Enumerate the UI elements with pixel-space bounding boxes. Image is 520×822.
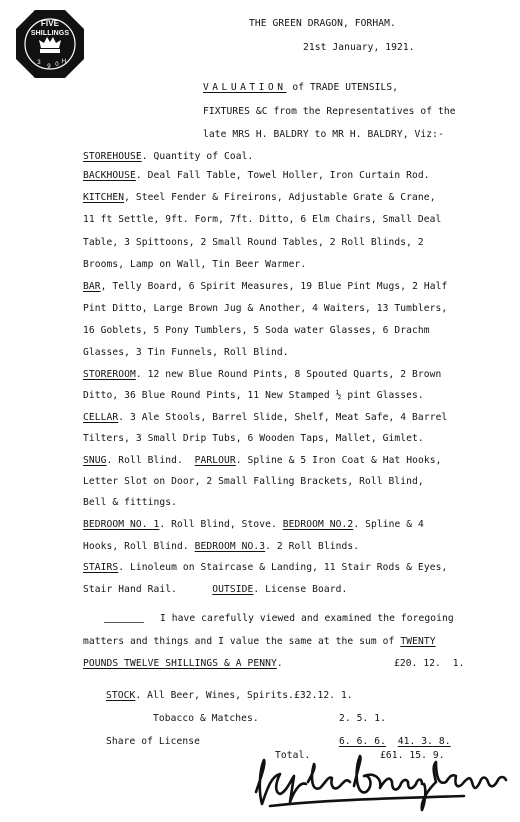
total-label: Total.	[275, 750, 311, 761]
title-line-2: FIXTURES &C from the Representatives of the	[203, 106, 456, 117]
backhouse-label: BACKHOUSE	[83, 170, 136, 181]
tobacco-label: Tobacco & Matches.	[153, 713, 259, 724]
kitchen-label: KITCHEN	[83, 192, 125, 203]
bedroom-line	[83, 541, 359, 553]
cellar-line	[83, 412, 447, 424]
kitchen-text: , Steel Fender & Fireirons, Adjustable Grate & Crane,	[124, 192, 436, 203]
stairs-text: Stair Hand Rail.	[83, 584, 213, 595]
kitchen-line: Brooms, Lamp on Wall, Tin Beer Warmer.	[83, 259, 307, 270]
stock-text: . All Beer, Wines, Spirits.£32.12. 1.	[135, 690, 353, 701]
stamp-digit: 9	[47, 64, 51, 70]
stamp-digit: 0	[55, 62, 59, 68]
stamp-top-text: FIVE	[40, 19, 60, 28]
signature	[250, 752, 512, 814]
cellar-line: Tilters, 3 Small Drip Tubs, 6 Wooden Taps, Mallet, Gimlet.	[83, 433, 424, 444]
title-line-1	[203, 82, 398, 94]
bedroom-line	[83, 519, 424, 531]
snug-label: SNUG	[83, 455, 107, 466]
storehouse-line	[83, 151, 253, 163]
stock-label: STOCK	[106, 690, 136, 701]
storeroom-line: Ditto, 36 Blue Round Pints, 11 New Stamped ½ pint Glasses.	[83, 390, 424, 401]
stock-line	[106, 690, 353, 702]
five-shillings-stamp	[14, 8, 86, 80]
tobacco-amount: 2. 5. 1.	[339, 713, 387, 724]
stamp-digit: 3	[37, 60, 41, 66]
statement-amount-words: POUNDS TWELVE SHILLINGS & A PENNY	[83, 658, 277, 669]
parlour-label: PARLOUR	[194, 455, 236, 466]
backhouse-line	[83, 170, 430, 182]
statement-line: I have carefully viewed and examined the foregoing	[160, 613, 454, 624]
stairs-line	[83, 562, 447, 574]
snug-parlour-line	[83, 455, 441, 467]
statement-amount-words: TWENTY	[400, 636, 436, 647]
bedroom2-label: BEDROOM NO.2	[282, 519, 354, 530]
cellar-label: CELLAR	[83, 412, 119, 423]
statement-text: matters and things and I value the same at the sum of	[83, 636, 401, 647]
bar-text: , Telly Board, 6 Spirit Measures, 19 Blue Pint Mugs, 2 Half	[100, 281, 448, 292]
storeroom-label: STOREROOM	[83, 369, 136, 380]
parlour-line: Letter Slot on Door, 2 Small Falling Brackets, Roll Blind,	[83, 476, 424, 487]
title-line-3: late MRS H. BALDRY to MR H. BALDRY, Viz:-	[203, 129, 444, 140]
bar-line: 16 Goblets, 5 Pony Tumblers, 5 Soda water Glasses, 6 Drachm	[83, 325, 430, 336]
title-valuation: VALUATION	[203, 82, 287, 93]
statement-text: .	[276, 658, 283, 669]
indent-dash	[104, 622, 144, 623]
bar-label: BAR	[83, 281, 101, 292]
total-amount: £61. 15. 9.	[380, 750, 445, 761]
statement-line	[83, 658, 283, 670]
bedroom3-label: BEDROOM NO.3	[194, 541, 266, 552]
license-amounts	[339, 736, 451, 748]
title-rest: of TRADE UTENSILS,	[286, 82, 399, 93]
storehouse-label: STOREHOUSE	[83, 151, 142, 162]
stairs-label: STAIRS	[83, 562, 119, 573]
bar-line	[83, 281, 447, 293]
stamp-digit: H	[61, 59, 67, 65]
bedroom3-text: . 2 Roll Blinds.	[265, 541, 360, 552]
header-date: 21st January, 1921.	[303, 42, 415, 53]
bar-line: Glasses, 3 Tin Funnels, Roll Blind.	[83, 347, 289, 358]
bedroom2-text: . Spline & 4	[353, 519, 424, 530]
kitchen-line: Table, 3 Spittoons, 2 Small Round Tables, 2 Roll Blinds, 2	[83, 237, 424, 248]
storeroom-line	[83, 369, 441, 381]
parlour-text: . Spline & 5 Iron Coat & Hat Hooks,	[235, 455, 442, 466]
stamp-mid-text: SHILLINGS	[30, 30, 70, 37]
license-amount: 6. 6. 6.	[339, 736, 387, 747]
storehouse-text: . Quantity of Coal.	[141, 151, 254, 162]
statement-line	[83, 636, 436, 648]
bedroom1-text: . Roll Blind, Stove.	[159, 519, 283, 530]
license-total: 41. 3. 8.	[397, 736, 451, 747]
parlour-line: Bell & fittings.	[83, 497, 178, 508]
storeroom-text: . 12 new Blue Round Pints, 8 Spouted Quarts, 2 Brown	[135, 369, 442, 380]
backhouse-text: . Deal Fall Table, Towel Holler, Iron Curtain Rod.	[135, 170, 430, 181]
snug-text: . Roll Blind.	[106, 455, 195, 466]
outside-text: . License Board.	[253, 584, 348, 595]
cellar-text: . 3 Ale Stools, Barrel Slide, Shelf, Meat Safe, 4 Barrel	[118, 412, 448, 423]
header-place: THE GREEN DRAGON, FORHAM.	[249, 18, 396, 29]
statement-figure: £20. 12. 1.	[394, 658, 465, 669]
outside-label: OUTSIDE	[212, 584, 254, 595]
stairs-outside-line	[83, 584, 347, 596]
bar-line: Pint Ditto, Large Brown Jug & Another, 4 Waiters, 13 Tumblers,	[83, 303, 448, 314]
kitchen-line: 11 ft Settle, 9ft. Form, 7ft. Ditto, 6 Elm Chairs, Small Deal	[83, 214, 442, 225]
kitchen-line	[83, 192, 436, 204]
bedroom2-line2: Hooks, Roll Blind.	[83, 541, 195, 552]
stairs-text: . Linoleum on Staircase & Landing, 11 Stair Rods & Eyes,	[118, 562, 448, 573]
bedroom1-label: BEDROOM NO. 1	[83, 519, 160, 530]
license-label: Share of License	[106, 736, 201, 747]
